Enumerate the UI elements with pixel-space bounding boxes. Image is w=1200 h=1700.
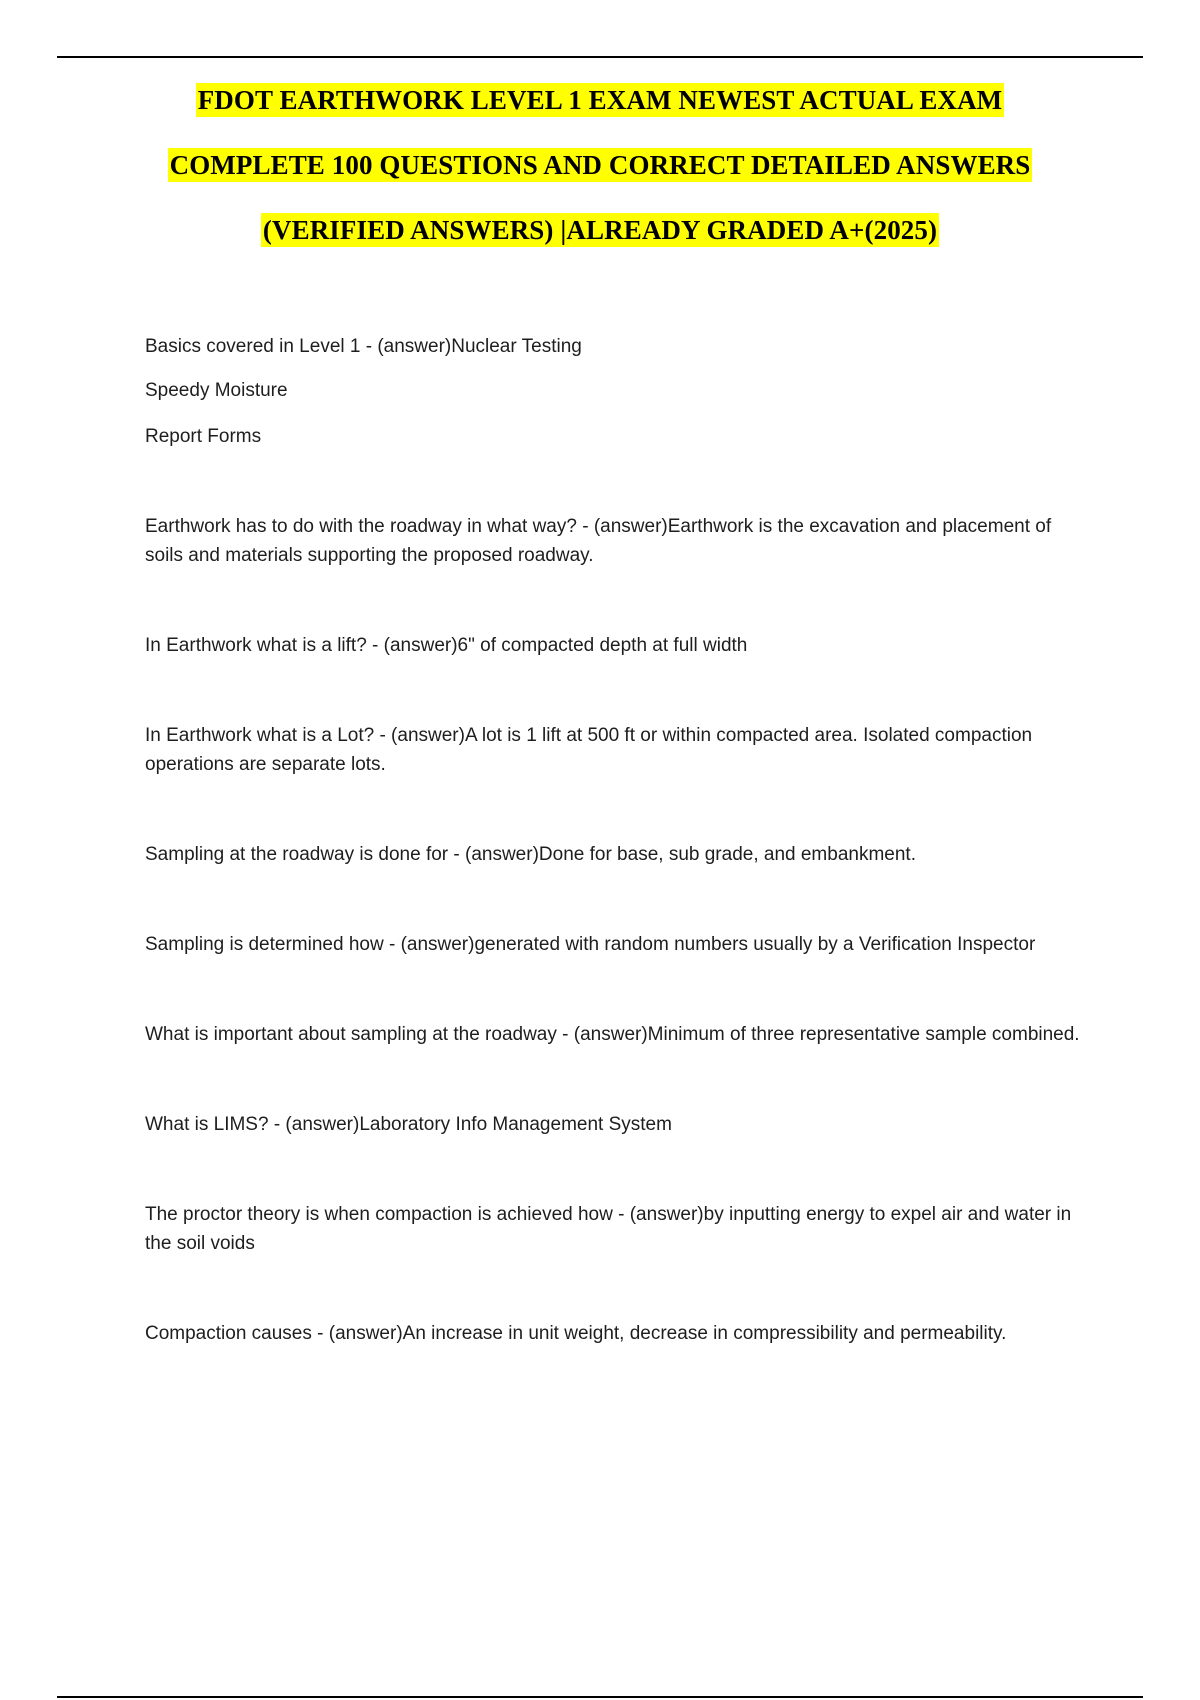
qa-earthwork-roadway: Earthwork has to do with the roadway in what way? - (answer)Earthwork is the excavation and placement of soils and materials supporting the proposed roadway. [145,516,1052,566]
title-line-1-text: FDOT EARTHWORK LEVEL 1 EXAM NEWEST ACTUAL EXAM [197,85,1003,115]
qa-basics-covered: Basics covered in Level 1 - (answer)Nuclear Testing [145,336,582,357]
qa-compaction-causes: Compaction causes - (answer)An increase in unit weight, decrease in compressibility and permeability. [145,1323,1007,1344]
list-item-speedy-moisture: Speedy Moisture [145,380,288,401]
qa-sampling-done-for: Sampling at the roadway is done for - (answer)Done for base, sub grade, and embankment. [145,844,916,865]
title-line-2 [0,133,1200,198]
qa-sampling-important: What is important about sampling at the roadway - (answer)Minimum of three representative sample combined. [145,1024,1080,1045]
title-line-3-text: (VERIFIED ANSWERS) |ALREADY GRADED A+(2025) [262,215,938,245]
qa-list [145,332,1080,1348]
top-rule [57,56,1143,58]
list-item-report-forms: Report Forms [145,426,262,447]
title-line-3 [0,198,1200,263]
qa-what-is-lift: In Earthwork what is a lift? - (answer)6" of compacted depth at full width [145,635,748,656]
title-line-2-text: COMPLETE 100 QUESTIONS AND CORRECT DETAILED ANSWERS [169,150,1031,180]
qa-what-is-lims: What is LIMS? - (answer)Laboratory Info Management System [145,1114,672,1135]
qa-what-is-lot: In Earthwork what is a Lot? - (answer)A lot is 1 lift at 500 ft or within compacted area. Isolated compaction operations are separate lots. [145,725,1033,775]
qa-proctor-theory: The proctor theory is when compaction is achieved how - (answer)by inputting energy to expel air and water in the soil voids [145,1204,1072,1254]
bottom-rule [57,1696,1143,1698]
qa-sampling-determined: Sampling is determined how - (answer)generated with random numbers usually by a Verification Inspector [145,934,1036,955]
document-title [0,68,1200,263]
title-line-1 [0,68,1200,133]
